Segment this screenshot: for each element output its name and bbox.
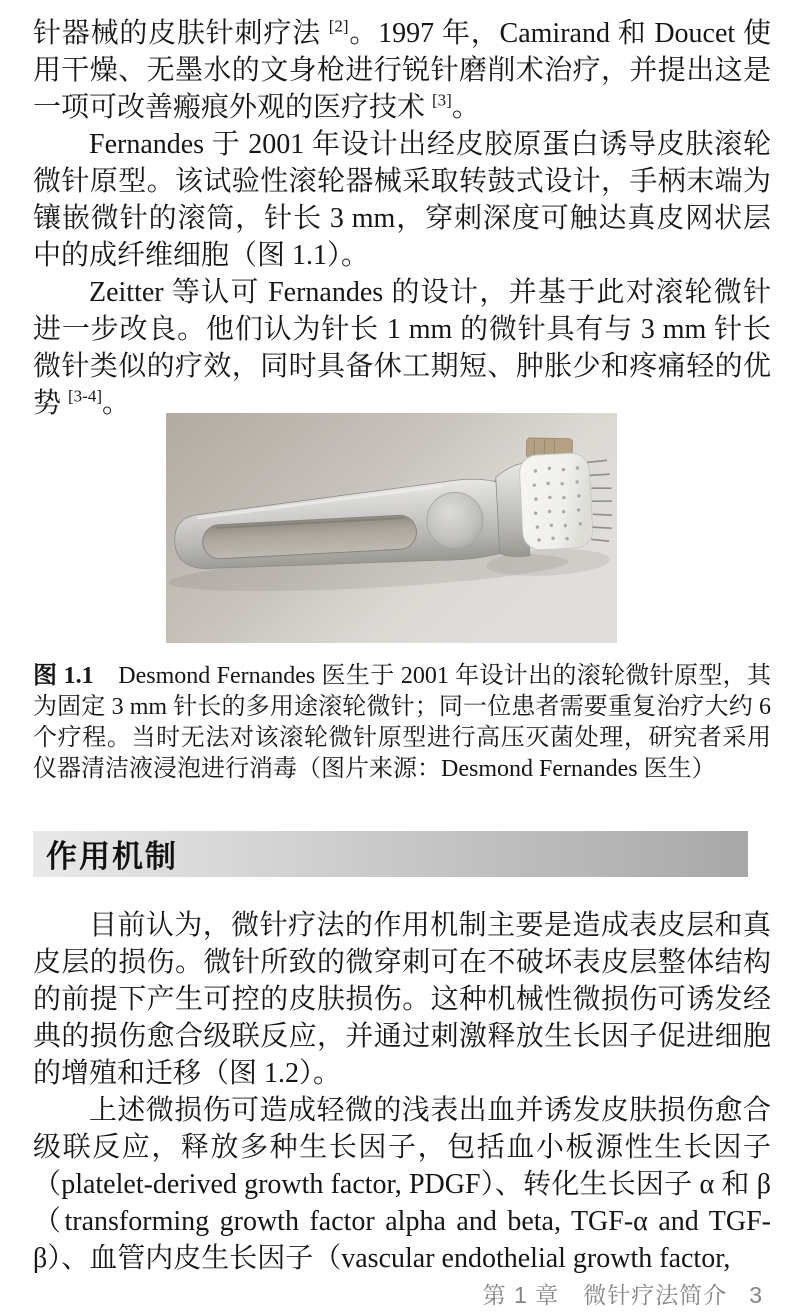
footer-page-number: 3	[749, 1282, 763, 1308]
figure-photo	[166, 413, 617, 643]
paragraph: 目前认为，微针疗法的作用机制主要是造成表皮层和真皮层的损伤。微针所致的微穿刺可在不破坏表皮层整体结构的前提下产生可控的皮肤损伤。这种机械性微损伤可诱发经典的损伤愈合级联反应，并通过刺激释放生长因子促进细胞的增殖和迁移（图 1.2）。	[33, 910, 771, 1089]
page-footer	[33, 1277, 763, 1310]
section-header-bar	[33, 831, 748, 877]
paragraph: 针器械的皮肤针刺疗法 [2]。1997 年，Camirand 和 Doucet 使用干燥、无墨水的文身枪进行锐针磨削术治疗，并提出这是一项可改善瘢痕外观的医疗技术 [3]。	[33, 16, 771, 123]
footer-chapter-label: 第 1 章 微针疗法简介	[482, 1282, 728, 1308]
top-text-block	[33, 15, 771, 422]
paragraph: 上述微损伤可造成轻微的浅表出血并诱发皮肤损伤愈合级联反应，释放多种生长因子，包括血小板源性生长因子（platelet-derived growth factor, PDGF）、转化生长因子 α 和 β（transforming growth factor alpha and beta, TGF-α and TGF-β）、血管内皮生长因子（vascular endothelial growth factor,	[33, 1095, 771, 1274]
roller-drum	[519, 452, 594, 551]
figure-caption: 图 1.1 Desmond Fernandes 医生于 2001 年设计出的滚轮微针原型，其为固定 3 mm 针长的多用途滚轮微针；同一位患者需要重复治疗大约 6 个疗程。当时无法对该滚轮微针原型进行高压灭菌处理，研究者采用仪器清洁液浸泡进行消毒（图片来源：Desmond Fernandes 医生）	[33, 663, 771, 782]
section-title: 作用机制	[46, 838, 178, 874]
paragraph: Fernandes 于 2001 年设计出经皮胶原蛋白诱导皮肤滚轮微针原型。该试验性滚轮器械采取转鼓式设计，手柄末端为镶嵌微针的滚筒，针长 3 mm，穿刺深度可触达真皮网状层中的成纤维细胞（图 1.1）。	[33, 129, 771, 271]
paragraph: Zeitter 等认可 Fernandes 的设计，并基于此对滚轮微针进一步改良。他们认为针长 1 mm 的微针具有与 3 mm 针长微针类似的疗效，同时具备休工期短、肿胀少和疼痛轻的优势 [3-4]。	[33, 277, 771, 419]
derma-roller-photo	[166, 413, 617, 643]
bottom-text-block	[33, 907, 771, 1277]
